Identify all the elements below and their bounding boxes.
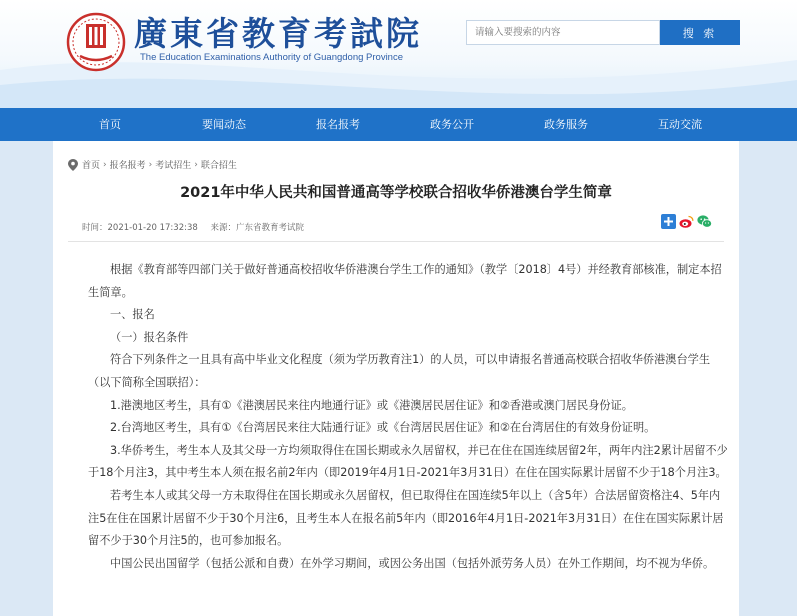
paragraph: 根据《教育部等四部门关于做好普通高校招收华侨港澳台学生工作的通知》（教学〔2018〕4号）并经教育部核准，制定本招生简章。 <box>88 263 722 299</box>
location-pin-icon <box>68 159 78 171</box>
divider <box>68 241 724 242</box>
site-subtitle: The Education Examinations Authority of Guangdong Province <box>140 52 403 63</box>
article-source: 来源：广东省教育考试院 <box>210 223 304 233</box>
site-header <box>0 0 797 108</box>
paragraph: 若考生本人或其父母一方未取得住在国长期或永久居留权，但已取得住在国连续5年以上（含5年）合法居留资格注4、5年内注5在住在国累计居留不少于30个月注6，且考生本人在报名前5年内（即2016年4月1日-2021年3月31日）在住在国实际累计居留不少于30个月注5的，也可参加报名。 <box>88 488 724 548</box>
wechat-icon[interactable] <box>697 214 712 229</box>
site-title: 廣東省教育考試院 <box>134 14 422 53</box>
breadcrumb-separator: › <box>103 159 107 170</box>
nav-item-news[interactable]: 要闻动态 <box>202 118 246 131</box>
site-logo-emblem-icon <box>66 12 126 72</box>
nav-item-registration[interactable]: 报名报考 <box>316 118 360 131</box>
main-nav <box>0 108 797 141</box>
breadcrumb-separator: › <box>148 159 153 170</box>
paragraph: 符合下列条件之一且具有高中毕业文化程度（须为学历教育注1）的人员，可以申请报名普通高校联合招收华侨港澳台学生（以下简称全国联招）： <box>88 353 711 389</box>
article-body <box>88 259 728 575</box>
breadcrumb <box>68 158 237 171</box>
nav-item-services[interactable]: 政务服务 <box>544 118 588 131</box>
breadcrumb-registration[interactable]: 报名报考 <box>109 161 146 171</box>
breadcrumb-joint-enrollment[interactable]: 联合招生 <box>200 161 237 171</box>
paragraph: 中国公民出国留学（包括公派和自费）在外学习期间，或因公务出国（包括外派劳务人员）在外工作期间，均不视为华侨。 <box>110 556 715 570</box>
breadcrumb-separator: › <box>194 159 198 170</box>
paragraph: 2.台湾地区考生，具有①《台湾居民来往大陆通行证》或《台湾居民居住证》和②在台湾居住的有效身份证明。 <box>110 421 656 435</box>
article-title: 2021年中华人民共和国普通高等学校联合招收华侨港澳台学生简章 <box>180 185 612 201</box>
nav-item-interaction[interactable]: 互动交流 <box>658 118 702 131</box>
paragraph: 一、报名 <box>110 308 155 322</box>
paragraph: 1.港澳地区考生，具有①《港澳居民来往内地通行证》或《港澳居民居住证》和②香港或澳门居民身份证。 <box>110 398 633 412</box>
article-card <box>53 141 739 616</box>
publish-time: 时间：2021-01-20 17:32:38 <box>82 223 198 233</box>
nav-item-home[interactable]: 首页 <box>99 118 121 131</box>
article-meta <box>82 221 314 233</box>
paragraph: （一）报名条件 <box>110 330 189 344</box>
search-button[interactable]: 搜 索 <box>660 20 740 45</box>
share-bar <box>661 214 712 229</box>
paragraph: 3.华侨考生，考生本人及其父母一方均须取得住在国长期或永久居留权，并已在住在国连续居留2年，两年内注2累计居留不少于18个月注3，其中考生本人须在报名前2年内（即2019年4月1日-2021年3月31日）在住在国实际累计居留不少于18个月注3。 <box>88 443 728 480</box>
search-input[interactable] <box>466 20 660 45</box>
nav-item-public-affairs[interactable]: 政务公开 <box>430 118 474 131</box>
share-plus-icon[interactable] <box>661 214 676 229</box>
breadcrumb-home[interactable]: 首页 <box>82 161 101 171</box>
weibo-icon[interactable] <box>679 214 694 229</box>
breadcrumb-exam-enrollment[interactable]: 考试招生 <box>155 161 192 171</box>
